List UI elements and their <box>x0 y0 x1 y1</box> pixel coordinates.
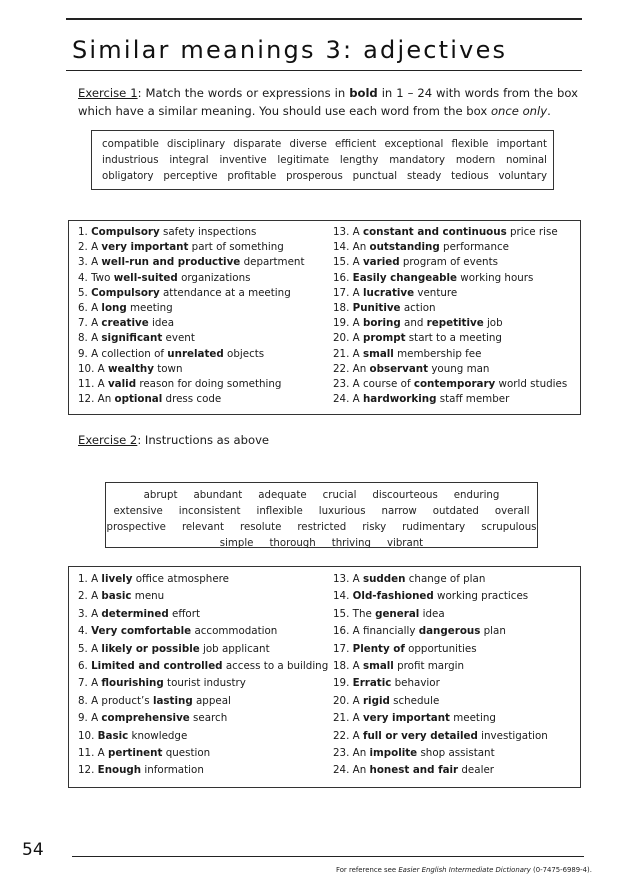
exercise1-label: Exercise 1 <box>78 86 138 100</box>
question-item <box>78 255 305 270</box>
word-box-word: mandatory <box>389 155 445 166</box>
question-text: 20. A <box>333 694 363 707</box>
question-text: event <box>162 332 195 345</box>
question-text: 14. An <box>333 241 370 254</box>
question-text: investigation <box>477 729 548 742</box>
question-item <box>78 641 328 658</box>
question-item <box>333 271 567 286</box>
question-text: young man <box>428 362 490 375</box>
question-text: 14. <box>333 590 353 603</box>
word-box-word: important <box>496 139 547 150</box>
question-text: dress code <box>162 393 222 406</box>
question-text: appeal <box>192 694 231 707</box>
question-item <box>333 301 567 316</box>
question-keyword: varied <box>362 256 400 269</box>
question-text: plan <box>480 625 506 638</box>
question-text: knowledge <box>128 729 188 742</box>
question-keyword: hardworking <box>362 393 437 406</box>
question-keyword: rigid <box>362 694 390 707</box>
question-item <box>78 658 328 675</box>
question-keyword: Very comfortable <box>91 625 192 638</box>
question-item <box>78 240 305 255</box>
question-item <box>78 225 305 240</box>
question-text: 13. A <box>333 573 363 585</box>
word-box-word: relevant <box>181 522 225 533</box>
word-box-word: inventive <box>219 155 267 166</box>
question-text: 10. <box>78 729 98 742</box>
question-text: attendance at a meeting <box>159 286 291 299</box>
question-text: 9. A <box>78 712 102 725</box>
word-box-line <box>106 520 537 536</box>
question-text: 3. A <box>78 256 102 269</box>
word-box-word: exceptional <box>384 139 444 150</box>
exercise1-word-box <box>91 130 554 190</box>
question-text: world studies <box>495 377 568 390</box>
word-box-word: scrupulous <box>481 522 537 533</box>
word-box-word: simple <box>219 538 254 549</box>
question-text: 6. A <box>78 301 102 314</box>
word-box-word: legitimate <box>277 155 330 166</box>
question-text: working hours <box>457 271 534 284</box>
question-text: and <box>400 317 427 330</box>
word-box-word: diverse <box>289 139 327 150</box>
question-text: 15. A <box>333 256 363 269</box>
question-item <box>78 623 328 640</box>
question-text: dealer <box>458 764 495 777</box>
question-item <box>78 606 328 623</box>
question-keyword: full or very detailed <box>362 729 478 742</box>
question-item <box>78 762 328 779</box>
question-text: 3. A <box>78 607 102 620</box>
question-text: idea <box>148 317 175 330</box>
question-text: town <box>153 362 183 375</box>
question-keyword: lasting <box>152 694 193 707</box>
question-text: 4. Two <box>78 271 114 284</box>
question-text: idea <box>419 607 445 620</box>
question-keyword: dangerous <box>418 625 481 638</box>
question-item <box>333 623 548 640</box>
footer-reference <box>336 866 592 874</box>
question-text: price rise <box>506 226 558 238</box>
question-text: venture <box>414 286 458 299</box>
question-text: schedule <box>389 694 440 707</box>
question-item <box>78 377 305 392</box>
word-box-word: modern <box>455 155 496 166</box>
word-box-word: voluntary <box>498 171 547 182</box>
question-item <box>78 675 328 692</box>
question-text: meeting <box>449 712 496 725</box>
question-text: 11. A <box>78 377 108 390</box>
question-item <box>333 710 548 727</box>
question-text: 1. A <box>78 573 102 585</box>
question-text: job applicant <box>199 642 270 655</box>
word-box-word: risky <box>362 522 387 533</box>
question-text: 5. A <box>78 642 102 655</box>
question-keyword: Limited and controlled <box>91 659 223 672</box>
question-keyword: Easily changeable <box>352 271 458 284</box>
question-text: search <box>189 712 228 725</box>
exercise1-instr-a: : Match the words or expressions in <box>137 86 350 100</box>
exercise2-instr: : Instructions as above <box>137 433 270 447</box>
question-text: information <box>141 764 204 777</box>
question-text: 7. A <box>78 317 102 330</box>
question-keyword: prompt <box>362 332 406 345</box>
question-keyword: optional <box>114 393 163 406</box>
question-item <box>333 675 548 692</box>
word-box-word: abrupt <box>143 490 178 501</box>
question-text: 12. An <box>78 393 115 406</box>
question-text: 5. <box>78 286 92 299</box>
word-box-word: vibrant <box>386 538 424 549</box>
question-keyword: flourishing <box>101 677 164 690</box>
question-keyword: boring <box>362 317 401 330</box>
question-text: 2. A <box>78 241 102 254</box>
word-box-word: thriving <box>331 538 371 549</box>
word-box-word: nominal <box>505 155 547 166</box>
word-box-word: resolute <box>240 522 282 533</box>
footer-rule <box>72 856 584 857</box>
question-text: membership fee <box>393 347 482 360</box>
question-item <box>333 658 548 675</box>
question-text: opportunities <box>404 642 477 655</box>
footer-suffix: (0-7475-6989-4). <box>530 866 592 874</box>
word-box-word: rudimentary <box>402 522 466 533</box>
word-box-line <box>110 504 533 520</box>
word-box-word: restricted <box>297 522 347 533</box>
question-text: 16. <box>333 271 353 284</box>
question-item <box>78 693 328 710</box>
question-text: access to a building <box>222 659 329 672</box>
question-text: effort <box>168 607 200 620</box>
question-item <box>78 588 328 605</box>
question-text: department <box>240 256 305 269</box>
word-box-word: discourteous <box>372 490 438 501</box>
question-keyword: small <box>362 659 394 672</box>
question-text: behavior <box>391 677 440 690</box>
question-keyword: observant <box>369 362 429 375</box>
question-keyword: sudden <box>362 573 406 585</box>
question-text: 21. A <box>333 712 363 725</box>
word-box-word: compatible <box>102 139 159 150</box>
question-text: action <box>400 301 436 314</box>
question-text: 24. An <box>333 764 370 777</box>
word-box-word: efficient <box>335 139 377 150</box>
question-keyword: lucrative <box>362 286 415 299</box>
question-keyword: honest and fair <box>369 764 459 777</box>
question-text: 8. A product’s <box>78 694 153 707</box>
question-text: 17. <box>333 642 353 655</box>
exercise1-questions-right <box>333 225 567 407</box>
question-keyword: small <box>362 347 394 360</box>
word-box-word: thorough <box>269 538 316 549</box>
question-text: 7. A <box>78 677 102 690</box>
exercise1-questions-box <box>68 220 581 415</box>
question-text: 4. <box>78 625 92 638</box>
word-box-word: disciplinary <box>167 139 226 150</box>
word-box-word: extensive <box>113 506 163 517</box>
word-box-word: punctual <box>352 171 398 182</box>
question-keyword: outstanding <box>369 241 440 254</box>
question-item <box>333 745 548 762</box>
question-item <box>78 316 305 331</box>
question-keyword: Old-fashioned <box>352 590 434 603</box>
question-text: organizations <box>177 271 251 284</box>
question-keyword: likely or possible <box>101 642 200 655</box>
exercise1-instr-bold: bold <box>349 86 378 100</box>
question-text: 18. A <box>333 659 363 672</box>
question-keyword: unrelated <box>167 347 224 360</box>
exercise2-instructions <box>78 433 269 447</box>
question-item <box>78 728 328 745</box>
word-box-word: adequate <box>258 490 307 501</box>
word-box-word: profitable <box>227 171 277 182</box>
question-keyword: comprehensive <box>101 712 190 725</box>
question-text: profit margin <box>393 659 465 672</box>
word-box-word: perceptive <box>163 171 218 182</box>
question-item <box>333 362 567 377</box>
question-text: 11. A <box>78 746 108 759</box>
question-item <box>333 377 567 392</box>
word-box-word: industrious <box>102 155 159 166</box>
word-box-word: enduring <box>453 490 500 501</box>
question-item <box>333 255 567 270</box>
question-text: performance <box>439 241 509 254</box>
question-keyword: lively <box>101 573 133 585</box>
question-item <box>78 362 305 377</box>
question-keyword: determined <box>101 607 169 620</box>
question-keyword: Punitive <box>352 301 401 314</box>
question-item <box>333 606 548 623</box>
word-box-word: inconsistent <box>178 506 241 517</box>
question-item <box>78 271 305 286</box>
question-text: 23. A course of <box>333 377 414 390</box>
question-keyword: creative <box>101 317 149 330</box>
question-keyword: well-suited <box>113 271 178 284</box>
word-box-word: integral <box>169 155 209 166</box>
question-keyword: well-run and productive <box>101 256 241 269</box>
question-text: 2. A <box>78 590 102 603</box>
exercise1-instr-c: . <box>547 104 551 118</box>
question-keyword: significant <box>101 332 163 345</box>
word-box-word: prosperous <box>286 171 343 182</box>
exercise1-instructions <box>78 84 578 120</box>
question-text: change of plan <box>405 573 486 585</box>
exercise2-word-box <box>105 482 538 548</box>
question-keyword: constant and continuous <box>362 226 507 238</box>
question-text: office atmosphere <box>132 573 230 585</box>
question-text: 16. A financially <box>333 625 419 638</box>
question-text: 8. A <box>78 332 102 345</box>
word-box-word: inflexible <box>256 506 303 517</box>
question-text: 6. <box>78 659 92 672</box>
question-item <box>333 331 567 346</box>
question-item <box>333 571 548 588</box>
word-box-word: overall <box>494 506 530 517</box>
question-text: accommodation <box>191 625 278 638</box>
question-item <box>78 286 305 301</box>
question-item <box>333 588 548 605</box>
question-keyword: general <box>375 607 420 620</box>
word-box-line <box>110 488 533 504</box>
question-text: start to a meeting <box>405 332 502 345</box>
question-keyword: pertinent <box>107 746 163 759</box>
exercise1-questions-left <box>78 225 305 407</box>
question-keyword: valid <box>107 377 137 390</box>
question-item <box>333 316 567 331</box>
question-item <box>333 392 567 407</box>
question-text: part of something <box>188 241 284 254</box>
question-item <box>78 331 305 346</box>
question-text: 20. A <box>333 332 363 345</box>
word-box-word: disparate <box>233 139 282 150</box>
question-text: 10. A <box>78 362 108 375</box>
question-item <box>78 571 328 588</box>
page-number: 54 <box>22 840 44 860</box>
question-text: 1. <box>78 226 92 238</box>
exercise1-instr-b: in 1 – 24 with words from the box which have a similar meaning. You should use each word from the box <box>78 86 578 118</box>
page-title: Similar meanings 3: adjectives <box>72 36 508 64</box>
question-text: 18. <box>333 301 353 314</box>
footer-book-title: Easier English Intermediate Dictionary <box>398 866 531 874</box>
question-keyword: Compulsory <box>91 226 160 238</box>
question-item <box>78 710 328 727</box>
question-item <box>333 286 567 301</box>
word-box-word: narrow <box>381 506 417 517</box>
question-keyword: contemporary <box>413 377 496 390</box>
question-text: 23. An <box>333 746 370 759</box>
question-text: menu <box>131 590 165 603</box>
question-item <box>333 641 548 658</box>
question-text: tourist industry <box>163 677 246 690</box>
question-text: 13. A <box>333 226 363 238</box>
question-text: 24. A <box>333 393 363 406</box>
question-text: job <box>483 317 503 330</box>
question-text: 12. <box>78 764 98 777</box>
question-item <box>333 728 548 745</box>
question-item <box>78 745 328 762</box>
question-text: working practices <box>433 590 529 603</box>
question-text: question <box>162 746 211 759</box>
word-box-word: tedious <box>451 171 489 182</box>
question-text: 19. A <box>333 317 363 330</box>
question-text: objects <box>223 347 265 360</box>
question-text: reason for doing something <box>136 377 282 390</box>
question-keyword: Basic <box>97 729 129 742</box>
word-box-line <box>102 169 547 185</box>
question-keyword: basic <box>101 590 132 603</box>
word-box-word: obligatory <box>102 171 154 182</box>
word-box-word: outdated <box>432 506 479 517</box>
question-text: 17. A <box>333 286 363 299</box>
question-item <box>333 693 548 710</box>
question-text: 15. The <box>333 607 376 620</box>
question-keyword: very important <box>362 712 450 725</box>
question-text: safety inspections <box>159 226 257 238</box>
exercise2-label: Exercise 2 <box>78 433 138 447</box>
word-box-word: steady <box>406 171 442 182</box>
question-keyword: wealthy <box>107 362 154 375</box>
word-box-word: luxurious <box>318 506 366 517</box>
question-text: 19. <box>333 677 353 690</box>
question-keyword: repetitive <box>426 317 484 330</box>
top-rule <box>66 18 582 20</box>
question-keyword: very important <box>101 241 189 254</box>
question-item <box>78 301 305 316</box>
question-keyword: Compulsory <box>91 286 160 299</box>
question-text: meeting <box>126 301 173 314</box>
word-box-word: flexible <box>451 139 489 150</box>
exercise2-questions-right <box>333 571 548 780</box>
question-item <box>333 347 567 362</box>
question-item <box>333 225 567 240</box>
question-text: 22. A <box>333 729 363 742</box>
word-box-word: prospective <box>106 522 166 533</box>
word-box-word: lengthy <box>339 155 379 166</box>
question-text: shop assistant <box>417 746 495 759</box>
question-item <box>78 347 305 362</box>
footer-prefix: For reference see <box>336 866 399 874</box>
word-box-line <box>102 137 547 153</box>
word-box-line <box>110 536 533 552</box>
question-text: 21. A <box>333 347 363 360</box>
exercise2-questions-left <box>78 571 328 780</box>
question-item <box>333 762 548 779</box>
question-keyword: Enough <box>97 764 142 777</box>
question-item <box>333 240 567 255</box>
word-box-word: abundant <box>193 490 243 501</box>
question-text: program of events <box>399 256 498 269</box>
word-box-line <box>102 153 547 169</box>
question-text: 9. A collection of <box>78 347 168 360</box>
question-keyword: long <box>101 301 127 314</box>
question-text: staff member <box>436 393 510 406</box>
question-item <box>78 392 305 407</box>
word-box-word: crucial <box>322 490 357 501</box>
question-text: 22. An <box>333 362 370 375</box>
exercise1-instr-emphasis: once only <box>490 104 548 118</box>
exercise2-questions-box <box>68 566 581 788</box>
question-keyword: impolite <box>369 746 418 759</box>
question-keyword: Plenty of <box>352 642 405 655</box>
title-rule <box>66 70 582 71</box>
question-keyword: Erratic <box>352 677 392 690</box>
